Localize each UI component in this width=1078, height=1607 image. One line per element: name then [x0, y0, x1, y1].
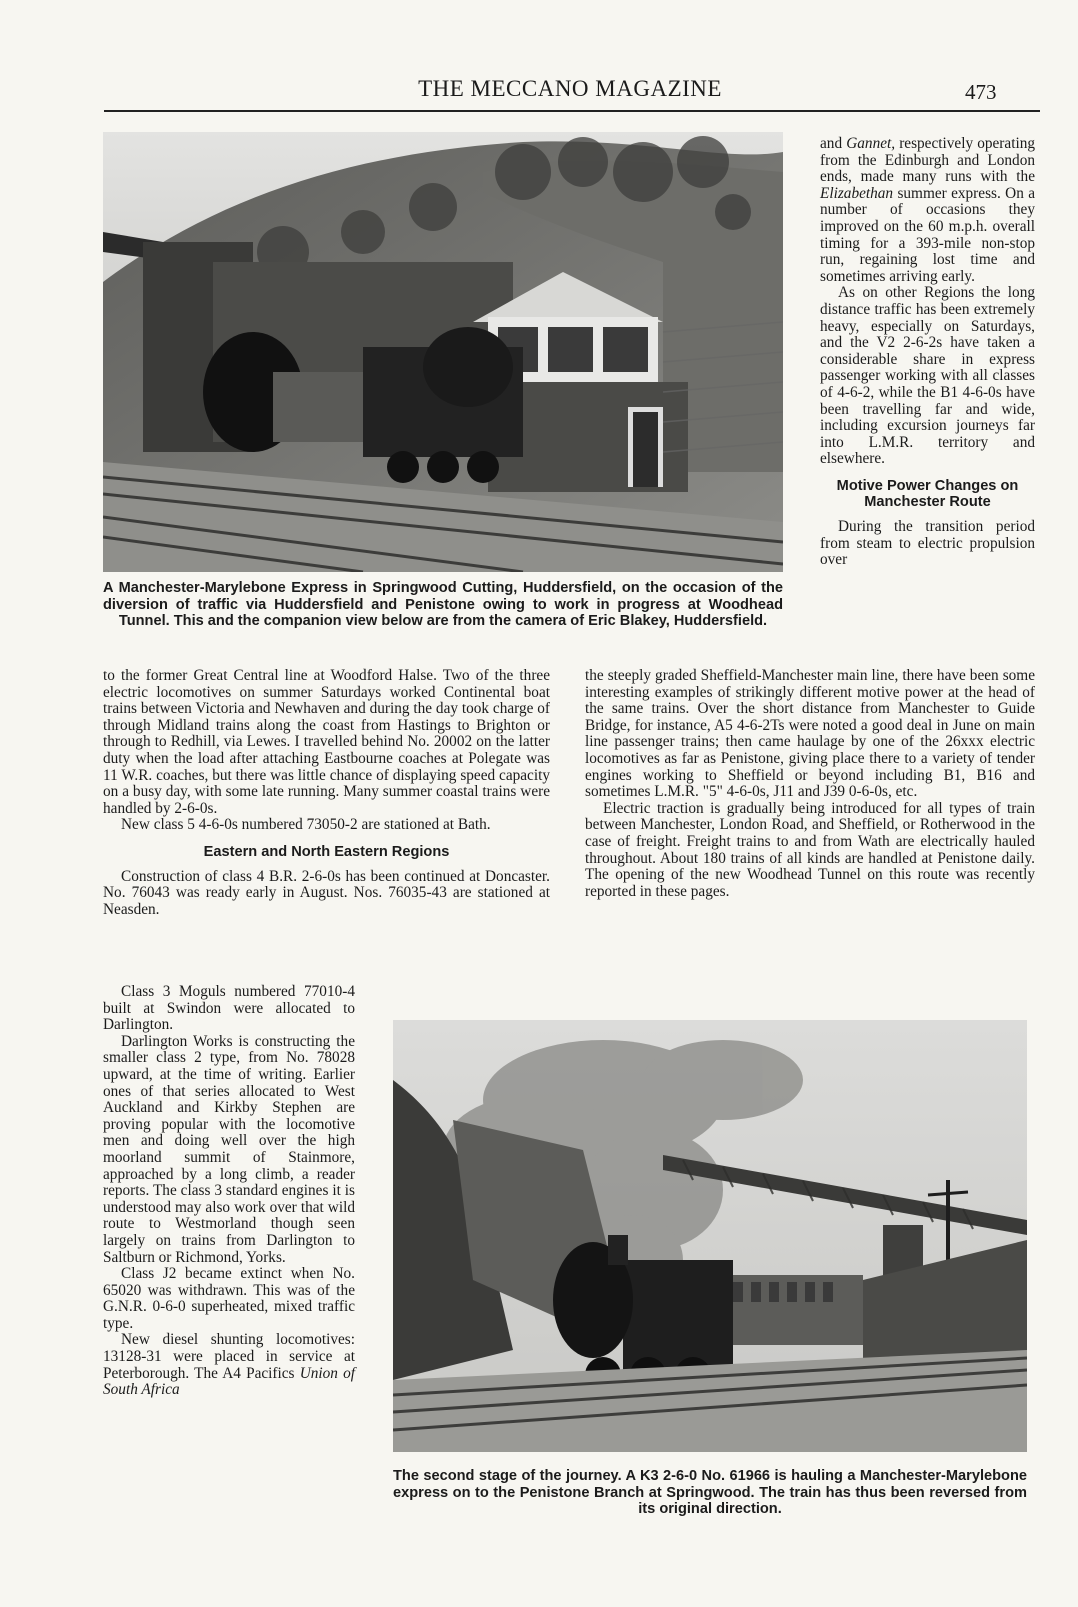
k3-locomotive-photo [393, 1020, 1027, 1452]
header-rule [104, 110, 1040, 112]
text-run: respectively operating from the Edinburgh and London ends, made many runs with the [820, 135, 1035, 186]
article-paragraph: Class 3 Moguls numbered 77010-4 built at Swindon were allocated to Darlington. [103, 983, 355, 1034]
signal-box-photo [103, 132, 783, 572]
page-number: 473 [965, 80, 997, 104]
text-run: summer express. On a number of occasions they improved on the 60 m.p.h. overall timing for a 393-mile non-stop run, regaining lost time and sometimes arriving early. [820, 184, 1035, 285]
article-column-left-mid [103, 668, 550, 918]
photo-caption: The second stage of the journey. A K3 2-6-0 No. 61966 is hauling a Manchester-Marylebone express on to the Penistone Branch at Springwood. The train has thus been reversed from its original direction. [393, 1468, 1027, 1518]
text-run-italic: Union of South Africa [103, 1364, 355, 1399]
article-column-right-mid [585, 668, 1035, 900]
article-paragraph: Class J2 became extinct when No. 65020 was withdrawn. This was of the G.N.R. 0-6-0 superheated, mixed traffic type. [103, 1265, 355, 1332]
article-paragraph [103, 1332, 355, 1398]
section-heading: Motive Power Changes on Manchester Route [836, 477, 1019, 511]
text-run: New diesel shunting locomotives: 13128-31 were placed in service at Peterborough. The A4 Pacifics [103, 1331, 355, 1382]
article-paragraph: the steeply graded Sheffield-Manchester main line, there have been some interesting examples of strikingly different motive power at the head of the same trains. Over the short distance from Manchester to Guide Bridge, for instance, A5 4-6-2Ts were noted a good deal in June on main line passenger trains; then came haulage by one of the 26xxx electric locomotives as far as Penistone, giving place there to a variety of tender engines working to Sheffield or beyond including B1, B16 and sometimes L.M.R. "5" 4-6-0s, J11 and J39 0-6-0s, etc. [585, 667, 1035, 801]
article-paragraph: Construction of class 4 B.R. 2-6-0s has been continued at Doncaster. No. 76043 was ready early in August. Nos. 76035-43 are stationed at Neasden. [103, 867, 550, 918]
article-paragraph: During the transition period from steam to electric propulsion over [820, 518, 1035, 569]
article-paragraph: As on other Regions the long distance traffic has been extremely heavy, especially on Saturdays, and the V2 2-6-2s have taken a considerable share in express passenger working with all classes of 4-6-2, while the B1 4-6-0s have been travelling far and wide, including excursion journeys far into L.M.R. territory and elsewhere. [820, 284, 1035, 468]
photo-caption: A Manchester-Marylebone Express in Springwood Cutting, Huddersfield, on the occasion of the diversion of traffic via Huddersfield and Penistone owing to work in progress at Woodhead Tunnel. This and the companion view below are from the camera of Eric Blakey, Huddersfield. [103, 580, 783, 630]
text-run-italic: Gannet, [846, 135, 896, 152]
article-column-right-top [820, 136, 1035, 569]
section-heading: Eastern and North Eastern Regions [203, 843, 450, 860]
article-paragraph: Electric traction is gradually being introduced for all types of train between Manchester, London Road, and Sheffield, or Rotherwood in the case of freight. Freight trains to and from Wath are electrically hauled throughout. About 180 trains of all kinds are handled at Penistone daily. The opening of the new Woodhead Tunnel on this route was recently reported in these pages. [585, 799, 1035, 900]
article-paragraph: New class 5 4-6-0s numbered 73050-2 are stationed at Bath. [121, 816, 491, 834]
magazine-title: THE MECCANO MAGAZINE [418, 76, 722, 101]
text-run: and [820, 135, 847, 152]
article-paragraph: Darlington Works is constructing the smaller class 2 type, from No. 78028 upward, at the time of writing. Earlier ones of that series allocated to West Auckland and Kirkby Stephen are proving popular with the locomotive men and doing well over the high moorland summit of Stainmore, approached by a long climb, a reader reports. The class 3 standard engines it is understood may also work over that wild route to Westmorland though seen largely on trains from Darlington to Saltburn or Richmond, Yorks. [103, 1032, 355, 1266]
article-column-left-bottom [103, 984, 355, 1399]
text-run-italic: Elizabethan [820, 184, 894, 202]
article-paragraph: to the former Great Central line at Woodford Halse. Two of the three electric locomotives on summer Saturdays worked Continental boat trains between Victoria and Newhaven and during the day took charge of through Midland trains along the coast from Hastings to Brighton or through to Redhill, via Lewes. I travelled behind No. 20002 on the latter duty when the load after attaching Eastbourne coaches at Polegate was 11 W.R. coaches, but there was little chance of displaying speed capacity on a busy day, with some late running. Many summer coastal trains were handled by 2-6-0s. [103, 667, 550, 817]
article-paragraph [820, 136, 1035, 285]
